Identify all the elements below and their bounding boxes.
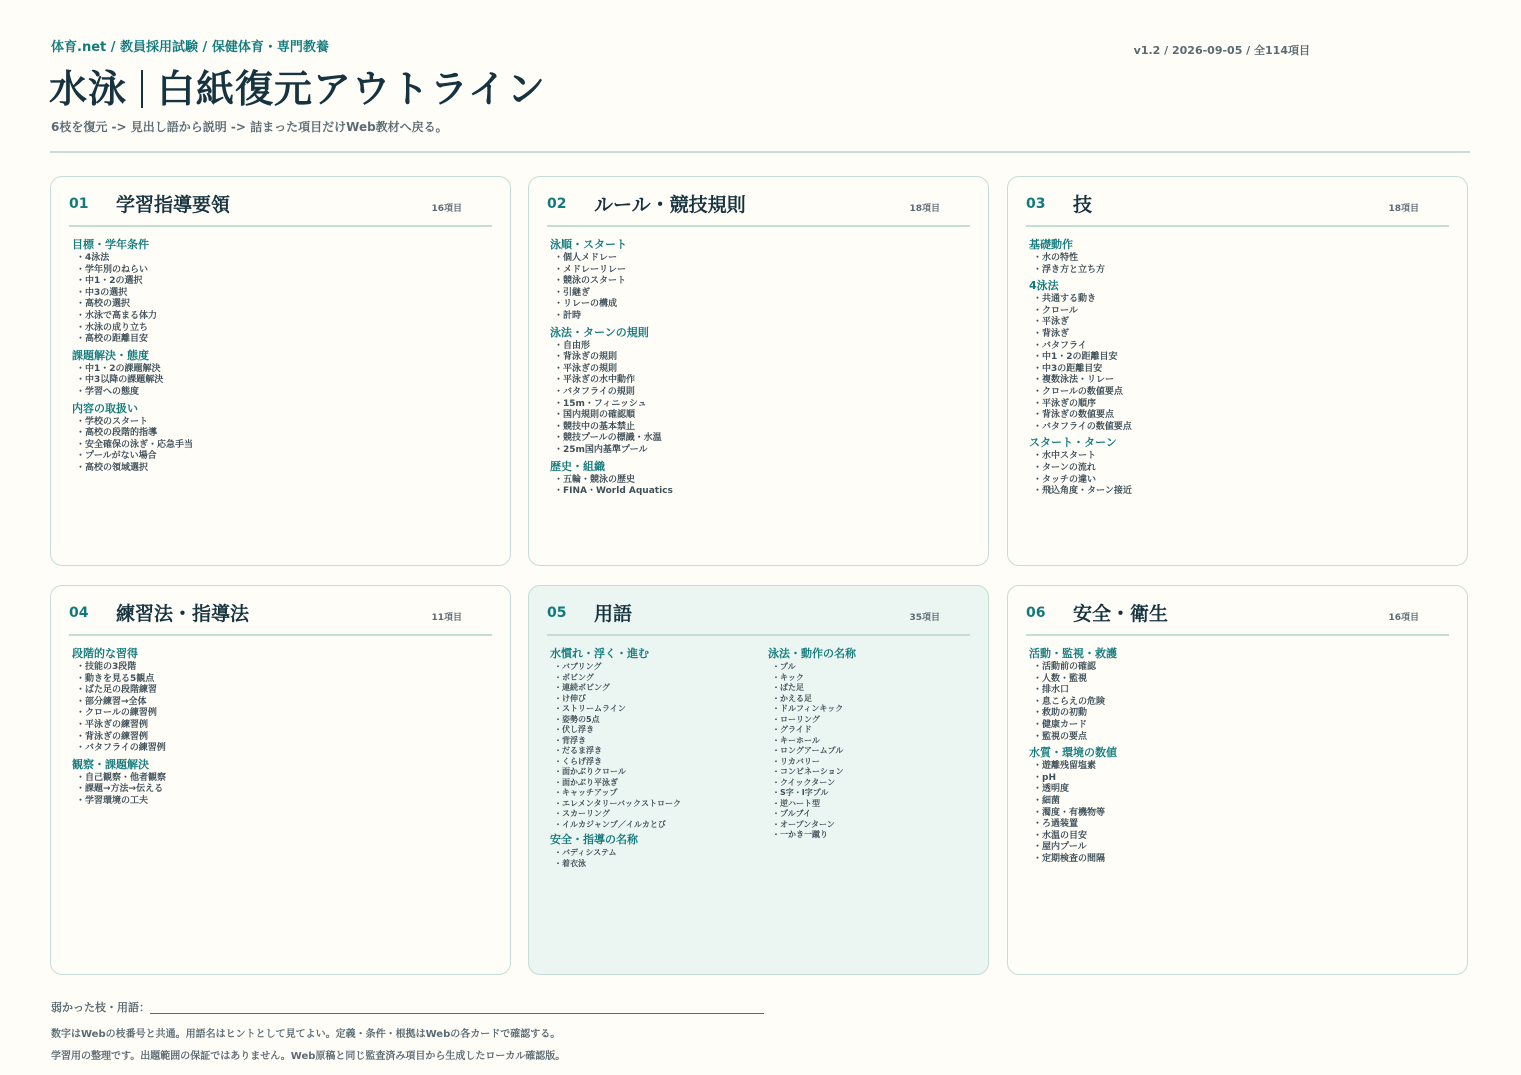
outline-item[interactable]: ・ 平泳ぎの水中動作 xyxy=(554,375,972,387)
section-items xyxy=(72,364,494,399)
section-heading: 段階的な習得 xyxy=(72,647,138,660)
outline-item[interactable]: ・ 動きを見る5観点 xyxy=(76,674,494,686)
section-heading: 内容の取扱い xyxy=(72,401,138,415)
card-header xyxy=(547,598,970,636)
outline-item[interactable]: ・ クロールの練習例 xyxy=(76,708,494,720)
outline-item[interactable]: ・ 遊離残留塩素 xyxy=(1033,761,1451,773)
outline-item[interactable]: ・ 人数・監視 xyxy=(1033,674,1451,686)
outline-item[interactable]: ・ 伏し浮き xyxy=(554,725,972,736)
outline-item[interactable]: ・ 水泳で高まる体力 xyxy=(76,311,494,323)
branch-card-01 xyxy=(50,176,511,566)
section-heading: 安全・指導の名称 xyxy=(550,833,638,846)
outline-item[interactable]: ・ 面かぶりクロール xyxy=(554,767,972,778)
outline-item[interactable]: ・ 背泳ぎの規則 xyxy=(554,352,972,364)
outline-item[interactable]: ・ 計時 xyxy=(554,311,972,323)
footer-disclaimer: 学習用の整理です。出題範囲の保証ではありません。Web原稿と同じ監査済み項目から生成したローカル確認版。 xyxy=(51,1051,566,1062)
outline-item[interactable]: ・ 背浮き xyxy=(554,736,972,747)
outline-item[interactable]: ・ 五輪・競泳の歴史 xyxy=(554,475,972,487)
outline-item[interactable]: ・ 安全確保の泳ぎ・応急手当 xyxy=(76,440,494,452)
outline-item[interactable]: ・ 一かき一蹴り xyxy=(772,830,978,841)
outline-item[interactable]: ・ 飛込角度・ターン接近 xyxy=(1033,486,1451,498)
outline-item[interactable]: ・ 活動前の確認 xyxy=(1033,662,1451,674)
outline-item[interactable]: ・ キャッチアップ xyxy=(554,788,972,799)
section-heading: 歴史・組織 xyxy=(550,459,605,473)
outline-item[interactable]: ・ 競技プールの標識・水温 xyxy=(554,433,972,445)
outline-item[interactable]: ・ 背泳ぎの練習例 xyxy=(76,732,494,744)
item-count: 18項目 xyxy=(909,204,940,214)
subtitle: 6枝を復元 -> 見出し語から説明 -> 詰まった項目だけWeb教材へ戻る。 xyxy=(51,120,448,134)
outline-item[interactable]: ・ グライド xyxy=(772,725,978,736)
branch-title: 技 xyxy=(1073,194,1093,216)
section-heading: 泳法・動作の名称 xyxy=(768,647,856,660)
outline-item[interactable]: ・ 着衣泳 xyxy=(554,859,972,870)
branch-number: 05 xyxy=(547,605,567,621)
outline-item[interactable]: ・ 姿勢の5点 xyxy=(554,715,972,726)
outline-item[interactable]: ・ バタフライの数値要点 xyxy=(1033,422,1451,434)
outline-item[interactable]: ・ 中1・2の課題解決 xyxy=(76,364,494,376)
section-heading: 4泳法 xyxy=(1029,279,1059,293)
section-items xyxy=(1029,451,1451,497)
outline-item[interactable]: ・ バタフライ xyxy=(1033,341,1451,353)
outline-item[interactable]: ・ プールがない場合 xyxy=(76,451,494,463)
outline-item[interactable]: ・ 引継ぎ xyxy=(554,288,972,300)
outline-item[interactable]: ・ ろ過装置 xyxy=(1033,819,1451,831)
outline-item[interactable]: ・ 水中スタート xyxy=(1033,451,1451,463)
outline-item[interactable]: ・ 水温の目安 xyxy=(1033,831,1451,843)
outline-item[interactable]: ・ かえる足 xyxy=(772,694,978,705)
section-items xyxy=(550,848,972,869)
outline-item[interactable]: ・ オープンターン xyxy=(772,820,978,831)
outline-item[interactable]: ・ 逆ハート型 xyxy=(772,799,978,810)
branch-number: 04 xyxy=(69,605,89,621)
outline-item[interactable]: ・ くらげ浮き xyxy=(554,757,972,768)
item-count: 16項目 xyxy=(431,204,462,214)
outline-item[interactable]: ・ 中3以降の課題解決 xyxy=(76,375,494,387)
item-count: 18項目 xyxy=(1388,204,1419,214)
outline-item[interactable]: ・ 課題→方法→伝える xyxy=(76,784,494,796)
section-heading: スタート・ターン xyxy=(1029,436,1117,450)
outline-item[interactable]: ・ 学習環境の工夫 xyxy=(76,796,494,808)
section-heading: 課題解決・態度 xyxy=(72,348,149,362)
section-items xyxy=(1029,761,1451,865)
card-body xyxy=(1029,237,1451,500)
card-header xyxy=(547,189,970,227)
section-items xyxy=(1029,662,1451,743)
section-heading: 目標・学年条件 xyxy=(72,238,149,251)
branch-number: 02 xyxy=(547,196,567,212)
outline-item[interactable]: ・ プルブイ xyxy=(772,809,978,820)
outline-item[interactable]: ・ ドルフィンキック xyxy=(772,704,978,715)
outline-item[interactable]: ・ 平泳ぎの順序 xyxy=(1033,399,1451,411)
outline-item[interactable]: ・ 国内規則の確認順 xyxy=(554,410,972,422)
outline-item[interactable]: ・ 面かぶり平泳ぎ xyxy=(554,778,972,789)
section-items xyxy=(1029,253,1451,276)
outline-item[interactable]: ・ 個人メドレー xyxy=(554,253,972,265)
outline-item[interactable]: ・ 技能の3段階 xyxy=(76,662,494,674)
card-header xyxy=(69,189,492,227)
card-header xyxy=(69,598,492,636)
outline-item[interactable]: ・ 濁度・有機物等 xyxy=(1033,808,1451,820)
outline-item[interactable]: ・ 自己観察・他者観察 xyxy=(76,773,494,785)
section-items xyxy=(1029,294,1451,433)
section-items xyxy=(72,417,494,475)
outline-item[interactable]: ・ 自由形 xyxy=(554,341,972,353)
outline-item[interactable]: ・ プル xyxy=(772,662,978,673)
weak-items-line xyxy=(51,999,764,1015)
branch-card-04 xyxy=(50,585,511,975)
outline-item[interactable]: ・ ばた足の段階練習 xyxy=(76,685,494,697)
section-items xyxy=(768,662,978,841)
weak-items-label: 弱かった枝・用語： xyxy=(51,1001,150,1014)
branch-card-02 xyxy=(528,176,989,566)
outline-item[interactable]: ・ ターンの流れ xyxy=(1033,463,1451,475)
section-items xyxy=(550,253,972,323)
outline-item[interactable]: ・ 部分練習→全体 xyxy=(76,697,494,709)
outline-item[interactable]: ・ バブリング xyxy=(554,662,972,673)
outline-item[interactable]: ・ 中1・2の選択 xyxy=(76,276,494,288)
outline-item[interactable]: ・ 健康カード xyxy=(1033,720,1451,732)
section-items xyxy=(72,662,494,755)
branch-number: 01 xyxy=(69,196,89,212)
title-topic: 水泳 xyxy=(49,67,128,111)
outline-item[interactable]: ・ 複数泳法・リレー xyxy=(1033,375,1451,387)
outline-item[interactable]: ・ 25m国内基準プール xyxy=(554,445,972,457)
outline-item[interactable]: ・ け伸び xyxy=(554,694,972,705)
outline-item[interactable]: ・ 屋内プール xyxy=(1033,842,1451,854)
outline-item[interactable]: ・ コンビネーション xyxy=(772,767,978,778)
outline-item[interactable]: ・ 息こらえの危険 xyxy=(1033,697,1451,709)
outline-item[interactable]: ・ バタフライの練習例 xyxy=(76,743,494,755)
outline-item[interactable]: ・ 平泳ぎの規則 xyxy=(554,364,972,376)
outline-item[interactable]: ・ 15m・フィニッシュ xyxy=(554,399,972,411)
breadcrumb: 体育.net / 教員採用試験 / 保健体育・専門教養 xyxy=(51,40,329,55)
outline-item[interactable]: ・ 高校の選択 xyxy=(76,299,494,311)
weak-items-blank[interactable] xyxy=(150,1001,764,1014)
outline-item[interactable]: ・ 高校の領域選択 xyxy=(76,463,494,475)
outline-item[interactable]: ・ バタフライの規則 xyxy=(554,387,972,399)
outline-item[interactable]: ・ 中3の距離目安 xyxy=(1033,364,1451,376)
outline-item[interactable]: ・ クイックターン xyxy=(772,778,978,789)
outline-item[interactable]: ・ だるま浮き xyxy=(554,746,972,757)
outline-item[interactable]: ・ リレーの構成 xyxy=(554,299,972,311)
card-body xyxy=(550,237,972,500)
outline-item[interactable]: ・ 学習への態度 xyxy=(76,387,494,399)
section-heading: 泳順・スタート xyxy=(550,238,627,251)
section-heading: 水質・環境の数値 xyxy=(1029,746,1117,760)
branch-number: 03 xyxy=(1026,196,1046,212)
outline-item[interactable]: ・ 背泳ぎ xyxy=(1033,329,1451,341)
header-divider xyxy=(50,151,1470,153)
item-count: 35項目 xyxy=(909,613,940,623)
footer-note: 数字はWebの枝番号と共通。用語名はヒントとして見てよい。定義・条件・根拠はWebの各カードで確認する。 xyxy=(51,1029,561,1040)
outline-item[interactable]: ・ 中1・2の距離目安 xyxy=(1033,352,1451,364)
section-heading: 活動・監視・救護 xyxy=(1029,647,1117,660)
section-heading: 観察・課題解決 xyxy=(72,757,149,771)
outline-item[interactable]: ・ 透明度 xyxy=(1033,784,1451,796)
outline-item[interactable]: ・ 中3の選択 xyxy=(76,288,494,300)
outline-item[interactable]: ・ 平泳ぎ xyxy=(1033,317,1451,329)
outline-item[interactable]: ・ 4泳法 xyxy=(76,253,494,265)
section-items xyxy=(72,253,494,346)
card-body-right xyxy=(768,646,978,843)
outline-item[interactable]: ・ バディシステム xyxy=(554,848,972,859)
branch-title: 安全・衛生 xyxy=(1073,603,1169,625)
page-title xyxy=(49,58,546,113)
outline-item[interactable]: ・ S字・I字プル xyxy=(772,788,978,799)
outline-item[interactable]: ・ 水泳の成り立ち xyxy=(76,323,494,335)
outline-item[interactable]: ・ 救助の初動 xyxy=(1033,708,1451,720)
title-main: 白紙復元アウトライン xyxy=(157,67,546,111)
branch-card-05 xyxy=(528,585,989,975)
outline-item[interactable]: ・ 高校の段階的指導 xyxy=(76,428,494,440)
branch-title: ルール・競技規則 xyxy=(594,194,746,216)
outline-item[interactable]: ・ 共通する動き xyxy=(1033,294,1451,306)
outline-item[interactable]: ・ 水の特性 xyxy=(1033,253,1451,265)
outline-item[interactable]: ・ クロールの数値要点 xyxy=(1033,387,1451,399)
item-count: 16項目 xyxy=(1388,613,1419,623)
branch-title: 用語 xyxy=(594,603,633,625)
outline-item[interactable]: ・ 細菌 xyxy=(1033,796,1451,808)
outline-item[interactable]: ・ イルカジャンプ／イルカとび xyxy=(554,820,972,831)
outline-item[interactable]: ・ ボビング xyxy=(554,673,972,684)
outline-item[interactable]: ・ ローリング xyxy=(772,715,978,726)
outline-item[interactable]: ・ 学校のスタート xyxy=(76,417,494,429)
outline-item[interactable]: ・ 浮き方と立ち方 xyxy=(1033,265,1451,277)
outline-item[interactable]: ・ クロール xyxy=(1033,306,1451,318)
outline-item[interactable]: ・ 競泳のスタート xyxy=(554,276,972,288)
card-header xyxy=(1026,189,1449,227)
outline-item[interactable]: ・ エレメンタリーバックストローク xyxy=(554,799,972,810)
outline-item[interactable]: ・ ばた足 xyxy=(772,683,978,694)
outline-item[interactable]: ・ 学年別のねらい xyxy=(76,265,494,277)
outline-item[interactable]: ・ 高校の距離目安 xyxy=(76,334,494,346)
outline-item[interactable]: ・ ロングアームプル xyxy=(772,746,978,757)
branch-card-03 xyxy=(1007,176,1468,566)
outline-item[interactable]: ・ 定期検査の間隔 xyxy=(1033,854,1451,866)
item-count: 11項目 xyxy=(431,613,462,623)
outline-item[interactable]: ・ メドレーリレー xyxy=(554,265,972,277)
outline-item[interactable]: ・ FINA・World Aquatics xyxy=(554,486,972,498)
section-items xyxy=(550,341,972,457)
card-body xyxy=(72,237,494,477)
branch-title: 学習指導要領 xyxy=(116,194,231,216)
outline-item[interactable]: ・ 競技中の基本禁止 xyxy=(554,422,972,434)
branch-card-06 xyxy=(1007,585,1468,975)
section-items xyxy=(550,475,972,498)
outline-item[interactable]: ・ ストリームライン xyxy=(554,704,972,715)
title-separator xyxy=(141,70,143,108)
card-body xyxy=(72,646,494,810)
section-items xyxy=(72,773,494,808)
card-body xyxy=(1029,646,1451,868)
outline-item[interactable]: ・ 背泳ぎの数値要点 xyxy=(1033,410,1451,422)
outline-item[interactable]: ・ 排水口 xyxy=(1033,685,1451,697)
section-heading: 基礎動作 xyxy=(1029,238,1073,251)
outline-item[interactable]: ・ 監視の要点 xyxy=(1033,732,1451,744)
outline-item[interactable]: ・ リカバリー xyxy=(772,757,978,768)
branch-number: 06 xyxy=(1026,605,1046,621)
outline-item[interactable]: ・ 平泳ぎの練習例 xyxy=(76,720,494,732)
outline-item[interactable]: ・ キーホール xyxy=(772,736,978,747)
card-header xyxy=(1026,598,1449,636)
section-heading: 泳法・ターンの規則 xyxy=(550,325,649,339)
outline-item[interactable]: ・ キック xyxy=(772,673,978,684)
outline-item[interactable]: ・ タッチの違い xyxy=(1033,475,1451,487)
outline-item[interactable]: ・ 連続ボビング xyxy=(554,683,972,694)
branch-title: 練習法・指導法 xyxy=(116,603,250,625)
outline-item[interactable]: ・ pH xyxy=(1033,773,1451,785)
version-info: v1.2 / 2026-09-05 / 全114項目 xyxy=(1133,44,1310,57)
outline-item[interactable]: ・ スカーリング xyxy=(554,809,972,820)
section-heading: 水慣れ・浮く・進む xyxy=(550,647,649,660)
